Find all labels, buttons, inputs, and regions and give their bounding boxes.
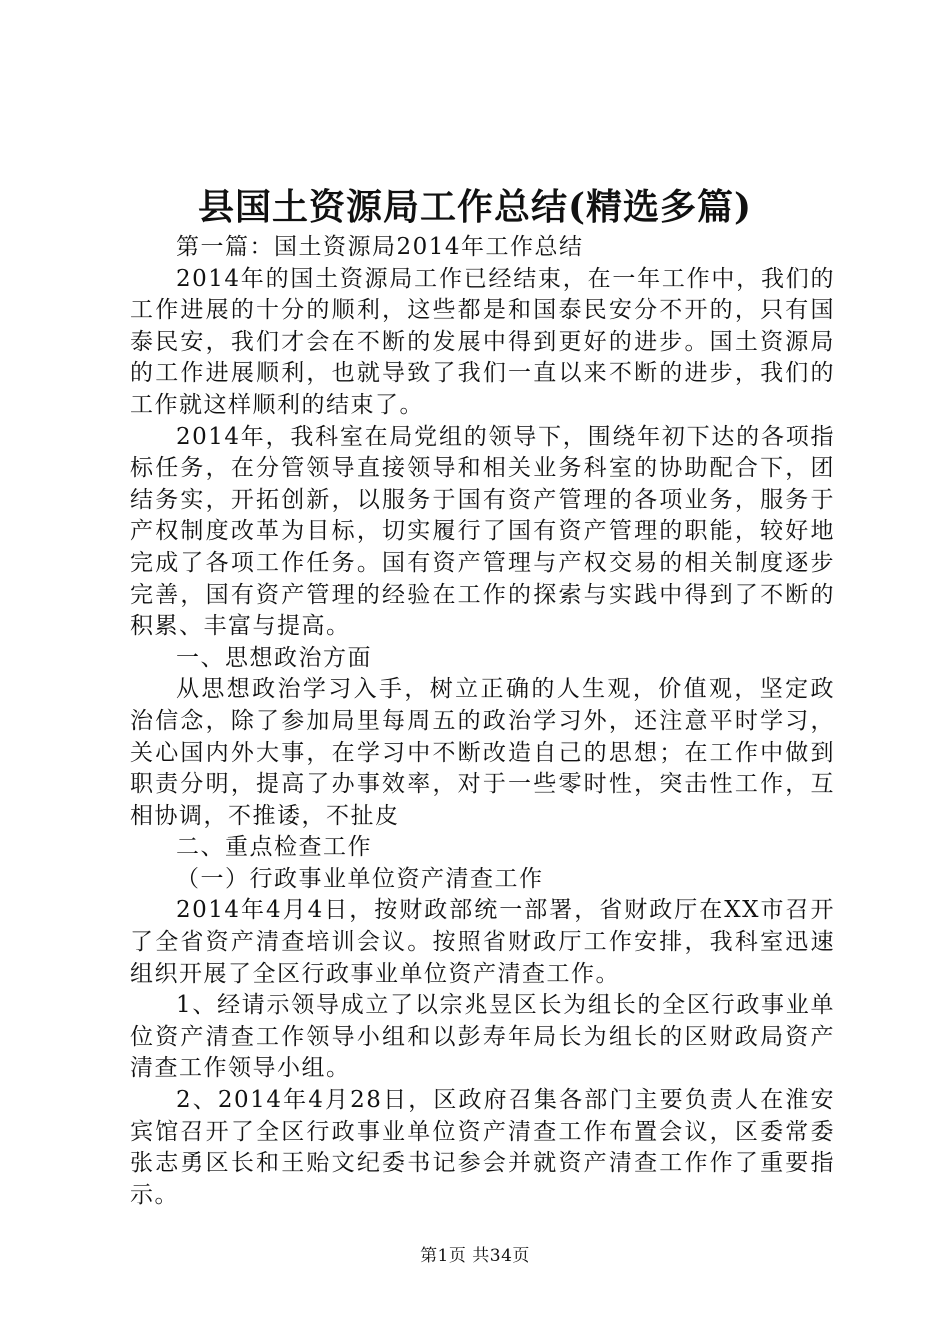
paragraph: 2、2014年4月28日，区政府召集各部门主要负责人在淮安宾馆召开了全区行政事业单位资产清查工作布置会议，区委常委张志勇区长和王贻文纪委书记参会并就资产清查工作作了重要指示。 — [130, 1087, 835, 1208]
document-body — [130, 232, 835, 1211]
page-number: 第1页 共34页 — [420, 1246, 530, 1266]
paragraph: 2014年的国土资源局工作已经结束，在一年工作中，我们的工作进展的十分的顺利，这些都是和国泰民安分不开的，只有国泰民安，我们才会在不断的发展中得到更好的进步。国土资源局的工作进展顺利，也就导致了我们一直以来不断的进步，我们的工作就这样顺利的结束了。 — [130, 265, 835, 418]
paragraph: 1、经请示领导成立了以宗兆昱区长为组长的全区行政事业单位资产清查工作领导小组和以彭寿年局长为组长的区财政局资产清查工作领导小组。 — [130, 992, 835, 1082]
section-heading: 第一篇：国土资源局2014年工作总结 — [176, 234, 584, 260]
section-heading: 二、重点检查工作 — [176, 834, 372, 861]
paragraph: 从思想政治学习入手，树立正确的人生观，价值观，坚定政治信念，除了参加局里每周五的政治学习外，还注意平时学习，关心国内外大事，在学习中不断改造自己的思想；在工作中做到职责分明，提高了办事效率，对于一些零时性，突击性工作，互相协调，不推诿，不扯皮 — [130, 676, 835, 829]
document-title: 县国土资源局工作总结(精选多篇) — [197, 186, 753, 228]
section-heading: 一、思想政治方面 — [176, 644, 372, 671]
paragraph: 2014年4月4日，按财政部统一部署，省财政厅在XX市召开了全省资产清查培训会议。按照省财政厅工作安排，我科室迅速组织开展了全区行政事业单位资产清查工作。 — [130, 897, 835, 987]
section-heading: （一）行政事业单位资产清查工作 — [176, 865, 544, 892]
paragraph: 2014年，我科室在局党组的领导下，围绕年初下达的各项指标任务，在分管领导直接领导和相关业务科室的协助配合下，团结务实，开拓创新，以服务于国有资产管理的各项业务，服务于产权制度改革为目标，切实履行了国有资产管理的职能，较好地完成了各项工作任务。国有资产管理与产权交易的相关制度逐步完善，国有资产管理的经验在工作的探索与实践中得到了不断的积累、丰富与提高。 — [130, 423, 835, 640]
